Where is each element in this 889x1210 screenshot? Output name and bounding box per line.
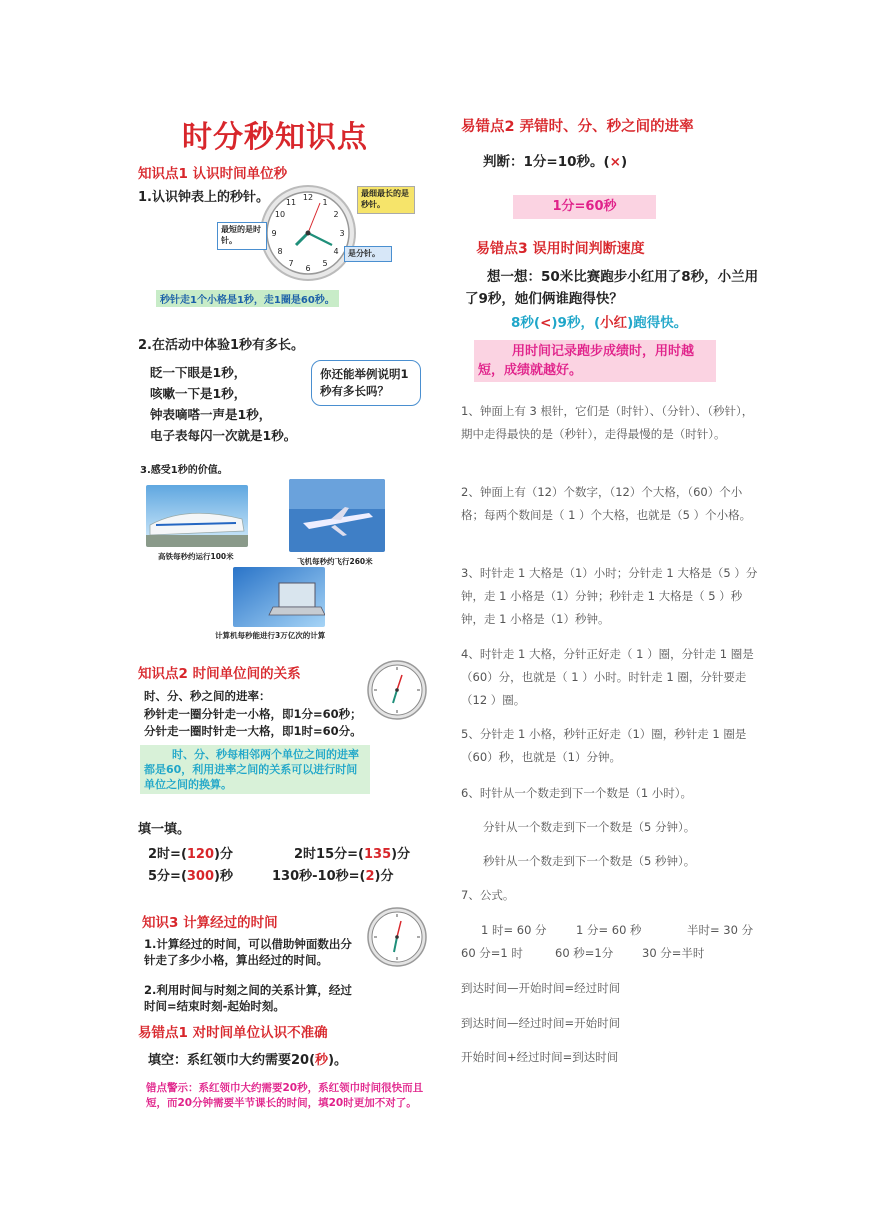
k2-heading: 知识点2 时间单位间的关系 — [138, 666, 301, 682]
page-title: 时分秒知识点 — [182, 120, 368, 155]
k1-heading: 知识点1 认识时间单位秒 — [138, 166, 288, 182]
svg-text:11: 11 — [285, 198, 297, 207]
speech-callout: 你还能举例说明1秒有多长吗？ — [311, 360, 421, 406]
note-2: 2、钟面上有（12）个数字，（12）个大格，（60）个小格；每两个数间是（ 1 ）个大格，也就是（5 ）个小格。 — [461, 485, 752, 522]
label-shortest: 最短的是时针。 — [217, 222, 267, 250]
formula-r1c2: 1 分= 60 秒 — [576, 923, 642, 937]
fill-text: )分 — [391, 847, 411, 862]
fill-text: )分 — [214, 847, 233, 862]
example-line: 电子表每闪一次就是1秒。 — [150, 428, 297, 443]
formula-r1c3: 半时= 30 分 — [687, 923, 754, 937]
e2-heading: 易错点2 弄错时、分、秒之间的进率 — [461, 119, 694, 135]
note-5: 5、分针走 1 小格，秒针正好走（1）圈，秒针走 1 圈是（60）秒，也就是（1）分钟。 — [461, 727, 747, 764]
svg-text:1: 1 — [322, 198, 328, 207]
e2-text: ) — [620, 154, 628, 170]
e3-heading: 易错点3 误用时间判断速度 — [476, 241, 645, 257]
note-4: 4、时针走 1 大格，分针正好走（ 1 ）圈，分针走 1 圈是（60）分，也就是（ 1 ）小时。时针走 1 圈，分针要走（12 ）圈。 — [461, 647, 754, 707]
e1-text: )。 — [328, 1053, 348, 1068]
e2-answer: × — [609, 154, 621, 170]
k1-item2: 2.在活动中体验1秒有多长。 — [138, 338, 305, 353]
e3-answer — [511, 311, 687, 331]
note-6: 6、时针从一个数走到下一个数是（1 小时）。 — [461, 786, 693, 800]
clock-icon — [366, 906, 428, 968]
k1-band: 秒针走1个小格是1秒，走1圈是60秒。 — [156, 290, 339, 307]
svg-text:3: 3 — [339, 229, 345, 238]
k3-p1: 1.计算经过的时间，可以借助钟面数出分针走了多少小格，算出经过的时间。 — [144, 937, 352, 967]
fill-answer: 120 — [186, 847, 215, 862]
label-longest: 最细最长的是秒针。 — [357, 186, 415, 214]
svg-text:6: 6 — [305, 264, 311, 273]
k1-examples — [150, 362, 296, 446]
fill-text: 2时15分=( — [294, 847, 364, 862]
svg-text:2: 2 — [333, 210, 339, 219]
formula-r1c1: 1 时= 60 分 — [481, 923, 547, 937]
e3-text: )跑得快。 — [627, 315, 688, 331]
e3-text: )9秒，( — [551, 315, 601, 331]
label-minute: 是分针。 — [344, 246, 392, 262]
e1-answer: 秒 — [315, 1053, 329, 1068]
k1-item1: 1.认识钟表上的秒针。 — [138, 190, 269, 205]
fill-text: 5分=( — [148, 869, 187, 884]
k1-item3: 3.感受1秒的价值。 — [140, 465, 228, 476]
svg-text:8: 8 — [277, 247, 283, 256]
fill-row2b — [272, 865, 393, 884]
fill-text: )秒 — [214, 869, 233, 884]
formula-r2c2: 60 秒=1分 — [555, 946, 614, 960]
fill-row2a — [148, 865, 233, 884]
formula-2: 到达时间—经过时间=开始时间 — [461, 1016, 621, 1030]
fill-answer: 300 — [186, 869, 215, 884]
svg-text:12: 12 — [302, 193, 314, 202]
caption-computer: 计算机每秒能进行3万亿次的计算 — [215, 631, 326, 640]
k2-line: 时、分、秒之间的进率： — [144, 689, 271, 703]
e2-question — [483, 150, 627, 170]
k2-note: 时、分、秒每相邻两个单位之间的进率都是60，利用进率之间的关系可以进行时间单位之间的换算。 — [140, 745, 370, 794]
caption-plane: 飞机每秒约飞行260米 — [297, 557, 373, 566]
svg-text:7: 7 — [288, 259, 294, 268]
fill-text: 130秒-10秒=( — [272, 869, 366, 884]
svg-text:10: 10 — [274, 210, 286, 219]
clock-icon — [258, 183, 358, 283]
fill-text: 2时=( — [148, 847, 187, 862]
k2-line: 分针走一圈时针走一大格，即1时=60分。 — [144, 724, 362, 738]
fill-answer: 135 — [363, 847, 392, 862]
fill-row1b — [294, 843, 410, 862]
k2-line: 秒针走一圈分针走一小格，即1分=60秒； — [144, 706, 362, 721]
e2-box: 1分=60秒 — [513, 195, 656, 219]
train-image — [146, 485, 248, 547]
plane-image — [289, 479, 385, 552]
caption-train: 高铁每秒约运行100米 — [158, 552, 234, 561]
clock-icon — [366, 659, 428, 721]
example-line: 眨一下眼是1秒， — [150, 365, 247, 380]
note-8: 秒针从一个数走到下一个数是（5 秒钟）。 — [483, 854, 696, 868]
e3-question: 想一想：50米比赛跑步小红用了8秒，小兰用了9秒，她们俩谁跑得快？ — [465, 269, 759, 307]
fill-row1a — [148, 843, 233, 862]
k3-heading: 知识3 计算经过的时间 — [142, 915, 278, 931]
e3-symbol: < — [540, 315, 552, 331]
note-3: 3、时针走 1 大格是（1）小时；分针走 1 大格是（5 ）分钟，走 1 小格是（1）分钟；秒针走 1 大格是（ 5 ）秒钟，走 1 小格是（1）秒钟。 — [461, 566, 758, 626]
k2-lines — [144, 688, 362, 741]
formula-r2c3: 30 分=半时 — [642, 946, 705, 960]
formula-1: 到达时间—开始时间=经过时间 — [461, 981, 621, 995]
e2-text: 判断：1分=10秒。( — [483, 154, 610, 170]
note-1: 1、钟面上有 3 根针，它们是（时针）、（分针）、（秒针），期中走得最快的是（秒针），走得最慢的是（时针）。 — [461, 404, 754, 441]
e1-question — [148, 1049, 347, 1068]
e3-box: 用时间记录跑步成绩时，用时越短，成绩就越好。 — [474, 340, 716, 382]
e3-name: 小红 — [600, 315, 628, 331]
computer-image — [233, 567, 325, 627]
e1-heading: 易错点1 对时间单位认识不准确 — [138, 1025, 328, 1041]
svg-text:5: 5 — [322, 259, 328, 268]
k3-p2: 2.利用时间与时刻之间的关系计算，经过时间=结束时刻-起始时刻。 — [144, 983, 352, 1013]
fill-label: 填一填。 — [138, 822, 191, 837]
e3-text: 8秒( — [511, 315, 541, 331]
example-line: 钟表嘀嗒一声是1秒， — [150, 407, 272, 422]
e1-text: 填空：系红领巾大约需要20( — [148, 1053, 316, 1068]
fill-text: )分 — [374, 869, 394, 884]
formula-r2c1: 60 分=1 时 — [461, 946, 523, 960]
e1-warning: 错点警示：系红领巾大约需要20秒，系红领巾时间很快而且短，而20分钟需要半节课长的时间，填20时更加不对了。 — [146, 1082, 424, 1109]
svg-text:4: 4 — [333, 247, 339, 256]
formula-3: 开始时间+经过时间=到达时间 — [461, 1050, 619, 1064]
example-line: 咳嗽一下是1秒， — [150, 386, 247, 401]
note-9: 7、公式。 — [461, 888, 515, 902]
note-7: 分针从一个数走到下一个数是（5 分钟）。 — [483, 820, 696, 834]
fill-answer: 2 — [365, 869, 375, 884]
svg-text:9: 9 — [271, 229, 277, 238]
